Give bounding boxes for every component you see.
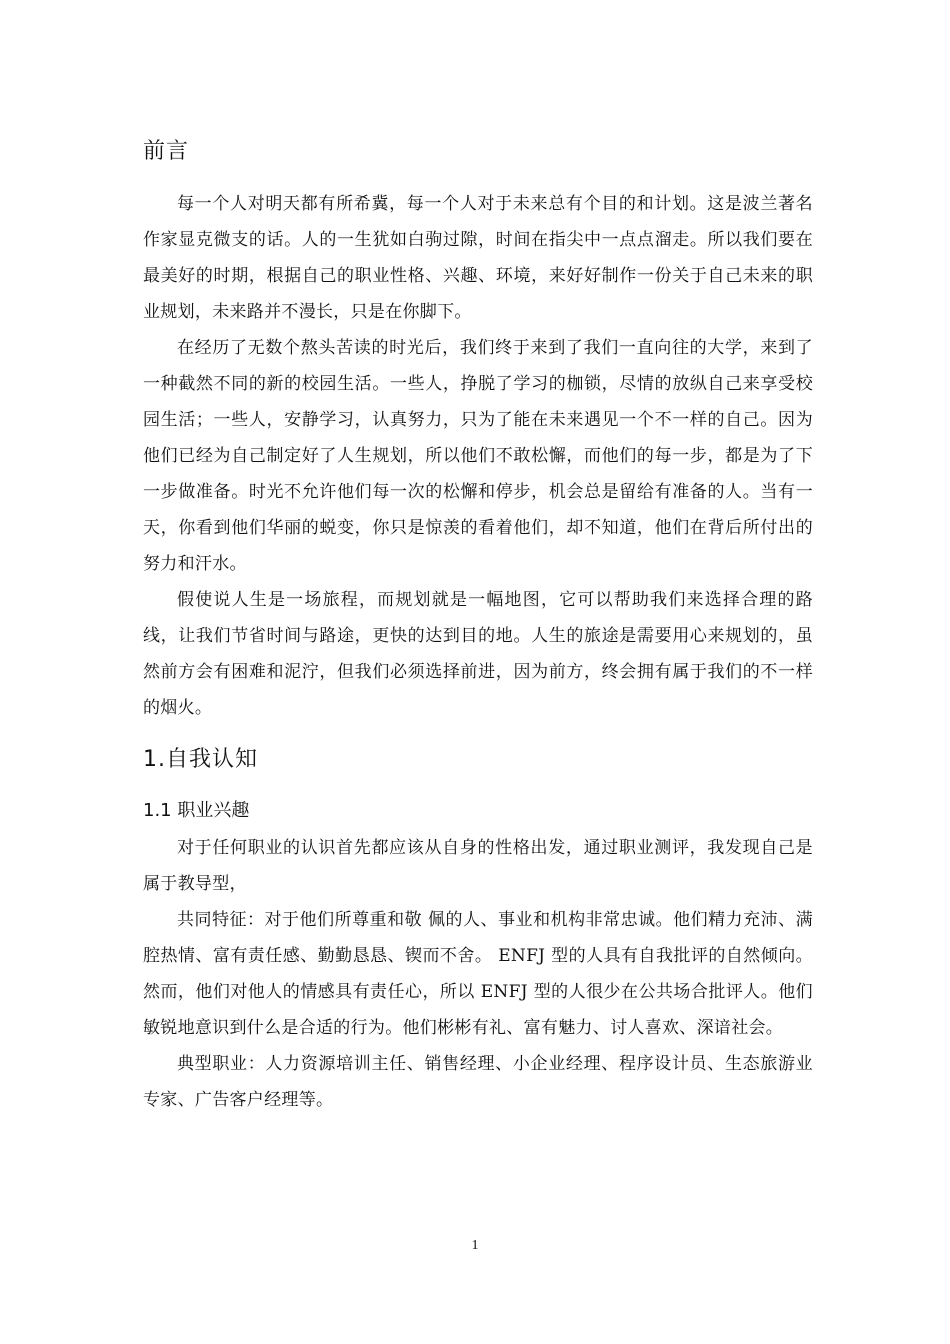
subsection-heading-career-interest: 1.1 职业兴趣 xyxy=(143,800,250,821)
foreword-paragraph: 在经历了无数个熬头苦读的时光后，我们终于来到了我们一直向往的大学，来到了一种截然不同的新的校园生活。一些人，挣脱了学习的枷锁，尽情的放纵自己来享受校园生活；一些人，安静学习，认真努力，只为了能在未来遇见一个不一样的自己。因为他们已经为自己制定好了人生规划，所以他们不敢松懈，而他们的每一步，都是为了下一步做准备。时光不允许他们每一次的松懈和停步，机会总是留给有准备的人。当有一天，你看到他们华丽的蜕变，你只是惊羡的看着他们，却不知道，他们在背后所付出的努力和汗水。 xyxy=(143,338,813,574)
section-spacer xyxy=(143,726,813,740)
typical-careers-paragraph: 典型职业：人力资源培训主任、销售经理、小企业经理、程序设计员、生态旅游业专家、广告客户经理等。 xyxy=(143,1054,813,1110)
page-content xyxy=(143,132,813,1118)
common-traits-paragraph: 共同特征：对于他们所尊重和敬 佩的人、事业和机构非常忠诚。他们精力充沛、满腔热情、富有责任感、勤勤恳恳、锲而不舍。 ENFJ 型的人具有自我批评的自然倾向。然而，他们对他人的情感具有责任心，所以 ENFJ 型的人很少在公共场合批评人。他们 敏锐地意识到什么是合适的行为。他们彬彬有礼、富有魅力、讨人喜欢、深谙社会。 xyxy=(143,910,813,1038)
foreword-paragraph: 每一个人对明天都有所希冀，每一个人对于未来总有个目的和计划。这是波兰著名作家显克微支的话。人的一生犹如白驹过隙，时间在指尖中一点点溜走。所以我们要在最美好的时期，根据自己的职业性格、兴趣、环境，来好好制作一份关于自己未来的职业规划，未来路并不漫长，只是在你脚下。 xyxy=(143,194,813,322)
foreword-heading: 前言 xyxy=(143,139,190,164)
page-number: 1 xyxy=(471,1238,479,1253)
section-heading-self-awareness: 1.自我认知 xyxy=(143,747,258,772)
foreword-paragraph: 假使说人生是一场旅程，而规划就是一幅地图，它可以帮助我们来选择合理的路线，让我们节省时间与路途，更快的达到目的地。人生的旅途是需要用心来规划的，虽然前方会有困难和泥泞，但我们必须选择前进，因为前方，终会拥有属于我们的不一样的烟火。 xyxy=(143,590,813,718)
career-interest-paragraph: 对于任何职业的认识首先都应该从自身的性格出发，通过职业测评，我发现自己是属于教导型， xyxy=(143,838,813,894)
